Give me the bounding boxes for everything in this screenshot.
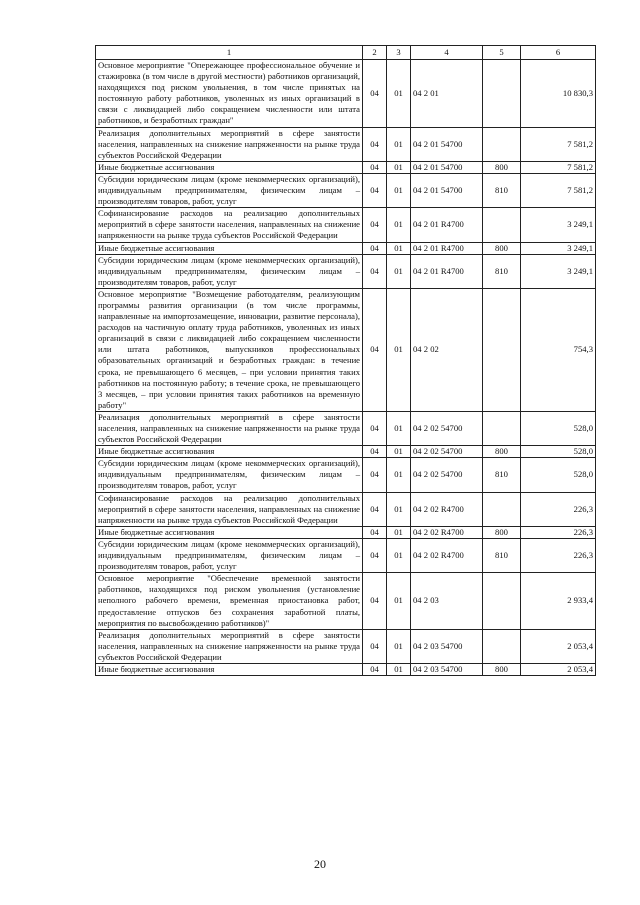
row-target-article: 04 2 02 54700	[411, 458, 483, 492]
row-amount: 3 249,1	[521, 242, 596, 254]
budget-table	[95, 45, 596, 676]
row-target-article: 04 2 01 54700	[411, 173, 483, 207]
row-section-code: 04	[363, 208, 387, 242]
row-subsection-code: 01	[387, 60, 411, 128]
header-col-1: 1	[96, 46, 363, 60]
row-subsection-code: 01	[387, 538, 411, 572]
row-subsection-code: 01	[387, 573, 411, 629]
table-row	[96, 127, 596, 161]
header-col-2: 2	[363, 46, 387, 60]
row-target-article: 04 2 01	[411, 60, 483, 128]
table-row	[96, 208, 596, 242]
row-amount: 2 053,4	[521, 663, 596, 675]
row-subsection-code: 01	[387, 173, 411, 207]
row-expense-type: 810	[483, 254, 521, 288]
row-description: Реализация дополнительных мероприятий в сфере занятости населения, направленных на снижение напряженности на рынке труда субъектов Российской Федерации	[96, 127, 363, 161]
table-row	[96, 629, 596, 663]
table-header-row	[96, 46, 596, 60]
row-expense-type	[483, 60, 521, 128]
row-target-article: 04 2 02 R4700	[411, 492, 483, 526]
row-description: Софинансирование расходов на реализацию дополнительных мероприятий в сфере занятости населения, направленных на снижение напряженности на рынке труда субъектов Российской Федерации	[96, 492, 363, 526]
row-description: Основное мероприятие "Опережающее профессиональное обучение и стажировка (в том числе в другой местности) работников организаций, находящихся под риском увольнения, в том числе принятых на постоянную работу работников, уволенных из иных организаций в связи с ликвидацией либо сокращением численности или штата работников, и безработных граждан"	[96, 60, 363, 128]
row-expense-type: 800	[483, 526, 521, 538]
row-expense-type: 810	[483, 458, 521, 492]
row-target-article: 04 2 02 54700	[411, 411, 483, 445]
table-row	[96, 446, 596, 458]
row-description: Субсидии юридическим лицам (кроме некоммерческих организаций), индивидуальным предпринимателям, физическим лицам – производителям товаров, работ, услуг	[96, 254, 363, 288]
header-col-3: 3	[387, 46, 411, 60]
table-body	[96, 60, 596, 676]
row-subsection-code: 01	[387, 526, 411, 538]
row-section-code: 04	[363, 254, 387, 288]
row-section-code: 04	[363, 242, 387, 254]
row-description: Субсидии юридическим лицам (кроме некоммерческих организаций), индивидуальным предпринимателям, физическим лицам – производителям товаров, работ, услуг	[96, 173, 363, 207]
table-row	[96, 254, 596, 288]
row-subsection-code: 01	[387, 161, 411, 173]
row-target-article: 04 2 03 54700	[411, 663, 483, 675]
row-amount: 7 581,2	[521, 161, 596, 173]
row-subsection-code: 01	[387, 127, 411, 161]
row-target-article: 04 2 01 R4700	[411, 242, 483, 254]
row-section-code: 04	[363, 526, 387, 538]
row-expense-type	[483, 492, 521, 526]
row-expense-type	[483, 127, 521, 161]
row-target-article: 04 2 02	[411, 288, 483, 411]
row-amount: 2 053,4	[521, 629, 596, 663]
row-amount: 3 249,1	[521, 208, 596, 242]
row-description: Иные бюджетные ассигнования	[96, 446, 363, 458]
row-section-code: 04	[363, 663, 387, 675]
row-target-article: 04 2 02 R4700	[411, 538, 483, 572]
row-expense-type: 800	[483, 242, 521, 254]
header-col-6: 6	[521, 46, 596, 60]
row-target-article: 04 2 03	[411, 573, 483, 629]
row-section-code: 04	[363, 629, 387, 663]
table-row	[96, 173, 596, 207]
row-expense-type	[483, 629, 521, 663]
table-row	[96, 242, 596, 254]
row-amount: 7 581,2	[521, 127, 596, 161]
row-subsection-code: 01	[387, 208, 411, 242]
row-target-article: 04 2 02 R4700	[411, 526, 483, 538]
row-description: Иные бюджетные ассигнования	[96, 161, 363, 173]
page-number: 20	[314, 857, 326, 871]
row-section-code: 04	[363, 492, 387, 526]
row-subsection-code: 01	[387, 254, 411, 288]
row-section-code: 04	[363, 411, 387, 445]
row-description: Реализация дополнительных мероприятий в сфере занятости населения, направленных на снижение напряженности на рынке труда субъектов Российской Федерации	[96, 629, 363, 663]
row-amount: 754,3	[521, 288, 596, 411]
row-amount: 528,0	[521, 446, 596, 458]
row-section-code: 04	[363, 446, 387, 458]
header-col-5: 5	[483, 46, 521, 60]
row-description: Субсидии юридическим лицам (кроме некоммерческих организаций), индивидуальным предпринимателям, физическим лицам – производителям товаров, работ, услуг	[96, 458, 363, 492]
table-row	[96, 161, 596, 173]
row-expense-type: 810	[483, 173, 521, 207]
row-description: Субсидии юридическим лицам (кроме некоммерческих организаций), индивидуальным предпринимателям, физическим лицам – производителям товаров, работ, услуг	[96, 538, 363, 572]
row-subsection-code: 01	[387, 288, 411, 411]
row-subsection-code: 01	[387, 629, 411, 663]
row-expense-type: 800	[483, 161, 521, 173]
row-amount: 528,0	[521, 411, 596, 445]
row-subsection-code: 01	[387, 458, 411, 492]
row-section-code: 04	[363, 573, 387, 629]
row-section-code: 04	[363, 458, 387, 492]
row-amount: 2 933,4	[521, 573, 596, 629]
row-target-article: 04 2 01 54700	[411, 127, 483, 161]
row-section-code: 04	[363, 161, 387, 173]
row-section-code: 04	[363, 127, 387, 161]
row-description: Софинансирование расходов на реализацию дополнительных мероприятий в сфере занятости населения, направленных на снижение напряженности на рынке труда субъектов Российской Федерации	[96, 208, 363, 242]
row-subsection-code: 01	[387, 663, 411, 675]
row-amount: 528,0	[521, 458, 596, 492]
row-amount: 226,3	[521, 492, 596, 526]
row-amount: 226,3	[521, 526, 596, 538]
row-section-code: 04	[363, 173, 387, 207]
row-section-code: 04	[363, 538, 387, 572]
row-target-article: 04 2 02 54700	[411, 446, 483, 458]
row-description: Иные бюджетные ассигнования	[96, 526, 363, 538]
row-amount: 3 249,1	[521, 254, 596, 288]
row-section-code: 04	[363, 60, 387, 128]
table-row	[96, 663, 596, 675]
row-subsection-code: 01	[387, 492, 411, 526]
row-expense-type	[483, 208, 521, 242]
row-subsection-code: 01	[387, 242, 411, 254]
table-row	[96, 526, 596, 538]
row-description: Основное мероприятие "Возмещение работодателям, реализующим программы развития организации (в том числе программы, направленные на импортозамещение, инновации, развитие персонала), расходов на частичную оплату труда работников, уволенных из иных организаций в связи с ликвидацией либо сокращением численности или штата работников, выпускников профессиональных образовательных организаций и безработных граждан: в течение срока, не превышающего 6 месяцев, – при условии принятия таких работников на постоянную работу; в течение срока, не превышающего 3 месяцев, – при условии принятия таких работников на временную работу"	[96, 288, 363, 411]
table-row	[96, 411, 596, 445]
table-row	[96, 492, 596, 526]
row-expense-type: 800	[483, 663, 521, 675]
row-expense-type	[483, 288, 521, 411]
row-target-article: 04 2 01 R4700	[411, 208, 483, 242]
table-row	[96, 458, 596, 492]
row-target-article: 04 2 03 54700	[411, 629, 483, 663]
row-description: Иные бюджетные ассигнования	[96, 242, 363, 254]
row-amount: 10 830,3	[521, 60, 596, 128]
row-subsection-code: 01	[387, 446, 411, 458]
row-subsection-code: 01	[387, 411, 411, 445]
table-row	[96, 538, 596, 572]
row-description: Реализация дополнительных мероприятий в сфере занятости населения, направленных на снижение напряженности на рынке труда субъектов Российской Федерации	[96, 411, 363, 445]
row-section-code: 04	[363, 288, 387, 411]
row-description: Основное мероприятие "Обеспечение временной занятости работников, находящихся под риском увольнения (установление неполного рабочего времени, временная приостановка работ, предоставление отпусков без сохранения заработной платы, мероприятия по высвобождению работников)"	[96, 573, 363, 629]
header-col-4: 4	[411, 46, 483, 60]
row-amount: 7 581,2	[521, 173, 596, 207]
row-expense-type	[483, 573, 521, 629]
table-row	[96, 288, 596, 411]
table-row	[96, 60, 596, 128]
row-expense-type: 810	[483, 538, 521, 572]
row-target-article: 04 2 01 54700	[411, 161, 483, 173]
table-row	[96, 573, 596, 629]
row-expense-type	[483, 411, 521, 445]
row-description: Иные бюджетные ассигнования	[96, 663, 363, 675]
row-target-article: 04 2 01 R4700	[411, 254, 483, 288]
row-expense-type: 800	[483, 446, 521, 458]
row-amount: 226,3	[521, 538, 596, 572]
